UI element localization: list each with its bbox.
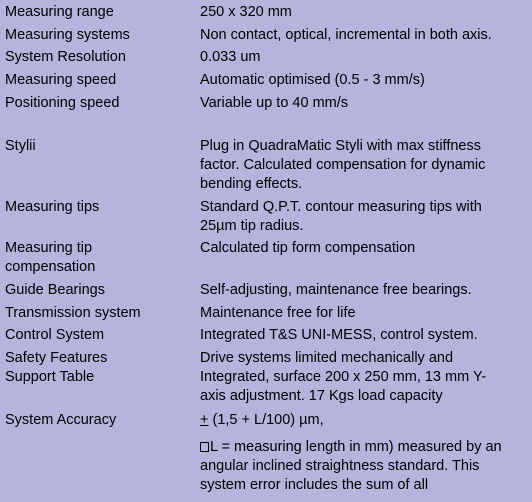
checkbox-glyph-icon — [200, 442, 209, 452]
spec-value — [200, 411, 530, 430]
accuracy-note — [200, 438, 530, 495]
spec-label: System Resolution — [5, 49, 126, 65]
spec-label: Guide Bearings — [5, 282, 105, 298]
spec-value: Plug in QuadraMatic Styli with max stiffness factor. Calculated compensation for dynamic bending effects. — [200, 138, 486, 192]
spec-value: Maintenance free for life — [200, 305, 356, 321]
plus-minus-sign: + — [200, 412, 209, 428]
spec-label: Positioning speed — [5, 95, 120, 111]
spec-label: Measuring speed — [5, 72, 117, 88]
spec-value: Integrated T&S UNI-MESS, control system. — [200, 327, 478, 343]
spec-value: 0.033 um — [200, 49, 261, 65]
spec-label: Measuring range — [5, 4, 114, 20]
spec-label: Control System — [5, 327, 105, 343]
spec-value: 250 x 320 mm — [200, 4, 292, 20]
spec-label: Safety Features Support Table — [5, 350, 108, 385]
spec-label: Stylii — [5, 138, 36, 154]
accuracy-note-text: L = measuring length in mm) measured by an angular inclined straightness standard. This system error includes the sum of all — [200, 439, 502, 493]
spec-value: Standard Q.P.T. contour measuring tips with 25µm tip radius. — [200, 199, 482, 234]
spec-value: Variable up to 40 mm/s — [200, 95, 349, 111]
spec-label: Transmission system — [5, 305, 141, 321]
spec-value: Automatic optimised (0.5 - 3 mm/s) — [200, 72, 425, 88]
accuracy-formula: (1,5 + L/100) µm, — [208, 412, 324, 428]
spec-value: Non contact, optical, incremental in both axis. — [200, 27, 492, 43]
spec-label: Measuring tip compensation — [5, 240, 96, 275]
spec-value: Self-adjusting, maintenance free bearings. — [200, 282, 472, 298]
spec-label: Measuring systems — [5, 27, 130, 43]
spec-label: System Accuracy — [5, 412, 117, 428]
spec-label: Measuring tips — [5, 199, 100, 215]
spec-value: Drive systems limited mechanically and Integrated, surface 200 x 250 mm, 13 mm Y- axis adjustment. 17 Kgs load capacity — [200, 350, 487, 404]
spec-value: Calculated tip form compensation — [200, 240, 416, 256]
